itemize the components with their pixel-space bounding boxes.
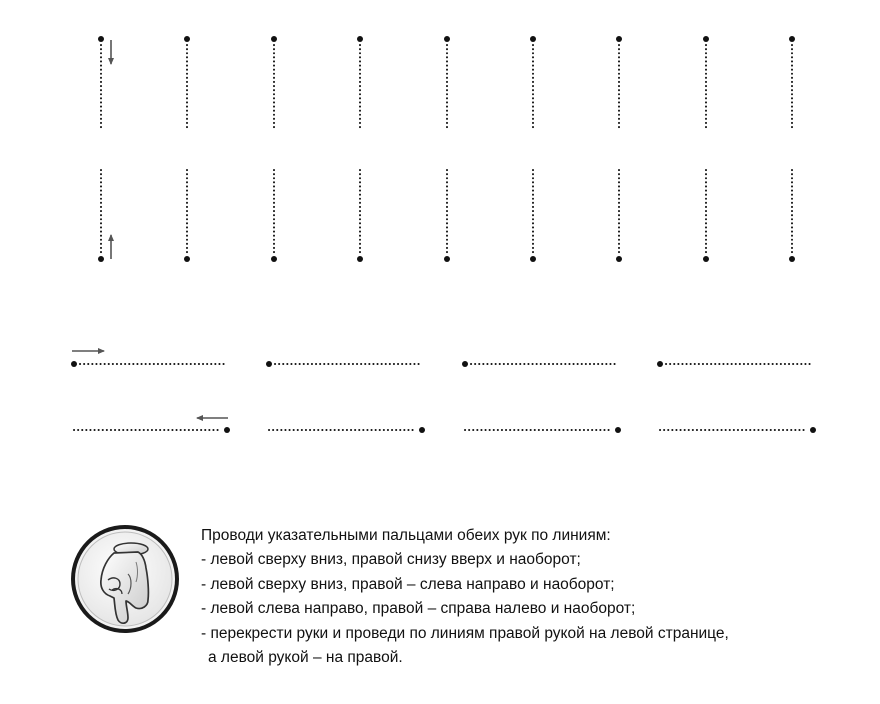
start-dot (419, 427, 425, 433)
start-dot (616, 36, 622, 42)
start-dot (616, 256, 622, 262)
start-dot (71, 361, 77, 367)
instruction-line: - перекрести руки и проведи по линиям правой рукой на левой странице, (201, 624, 729, 642)
start-dot (657, 361, 663, 367)
start-dot (530, 256, 536, 262)
instructions-text (201, 524, 861, 670)
start-dot (271, 36, 277, 42)
start-dot (789, 36, 795, 42)
start-dot (98, 256, 104, 262)
start-dot (789, 256, 795, 262)
instruction-line: - левой сверху вниз, правой снизу вверх и наоборот; (201, 551, 581, 569)
instruction-line: Проводи указательными пальцами обеих рук по линиям: (201, 527, 611, 544)
instruction-line: а левой рукой – на правой. (208, 649, 403, 667)
start-dot (462, 361, 468, 367)
start-dot (98, 36, 104, 42)
start-dot (615, 427, 621, 433)
start-dot (703, 36, 709, 42)
start-dot (266, 361, 272, 367)
start-dot (357, 256, 363, 262)
start-dot (530, 36, 536, 42)
start-dot (444, 36, 450, 42)
start-dot (271, 256, 277, 262)
start-dot (357, 36, 363, 42)
start-dot (703, 256, 709, 262)
pointing-hand-icon (68, 522, 182, 636)
instruction-line: - левой слева направо, правой – справа налево и наоборот; (201, 600, 636, 618)
start-dot (184, 36, 190, 42)
start-dot (224, 427, 230, 433)
instruction-line: - левой сверху вниз, правой – слева направо и наоборот; (201, 575, 615, 593)
start-dot (810, 427, 816, 433)
start-dot (184, 256, 190, 262)
start-dot (444, 256, 450, 262)
